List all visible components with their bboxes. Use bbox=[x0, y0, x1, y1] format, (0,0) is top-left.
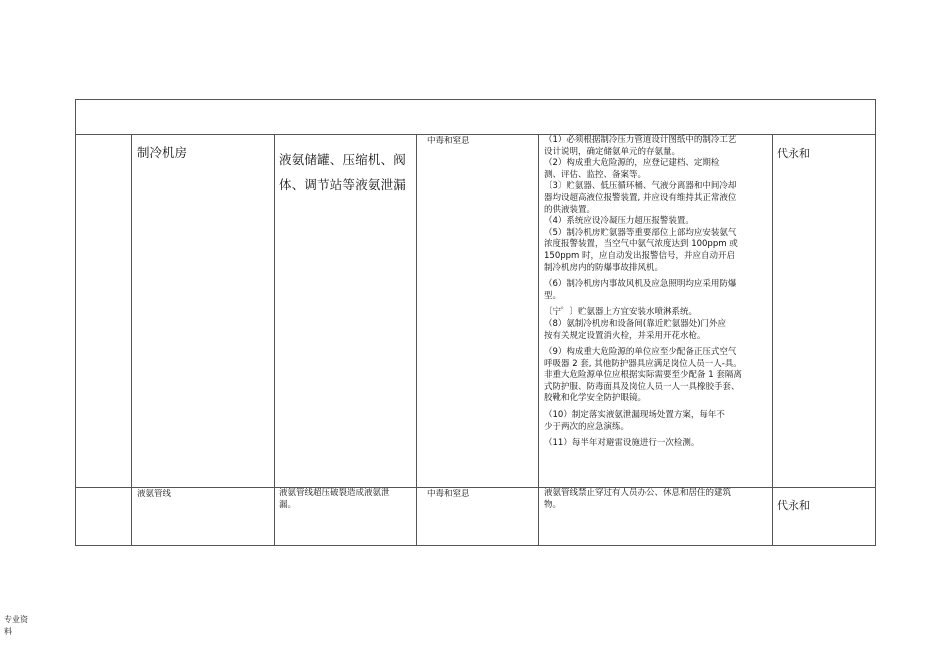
row1-area-cell bbox=[137, 144, 271, 162]
col-divider-4 bbox=[538, 134, 539, 546]
footer-note bbox=[4, 614, 34, 638]
footer-line: 料 bbox=[4, 627, 12, 636]
measure-line: （1）必须根据制冷压力管道设计图纸中的制冷工艺 bbox=[544, 135, 737, 145]
measure-line: 胶靴和化学安全防护眼镜。 bbox=[544, 393, 647, 404]
measure-line: 呼吸器 2 套, 其他防护器具应满足岗位人员一人-具。 bbox=[544, 358, 742, 369]
measure-item bbox=[544, 279, 770, 302]
measure-line: （11）每半年对避雷设施进行一次检测。 bbox=[544, 438, 700, 449]
measure-line: （5）制冷机房贮氨器等重要部位上部均应安装氨气 bbox=[544, 227, 737, 238]
footer-line: 专业资 bbox=[4, 615, 28, 624]
measure-line: 物。 bbox=[544, 499, 562, 510]
row2-responsible-cell bbox=[777, 499, 872, 513]
measure-item bbox=[544, 438, 770, 450]
col-divider-5 bbox=[772, 134, 773, 546]
measure-item bbox=[544, 347, 770, 405]
row2-responsible: 代永和 bbox=[777, 499, 810, 512]
measure-item bbox=[544, 135, 770, 158]
row1-hazard-line: 液氨储罐、压缩机、阀 bbox=[279, 152, 407, 167]
row2-hazard-line: 漏。 bbox=[279, 499, 297, 510]
measure-line: 液氨管线禁止穿过有人员办公、休息和居住的建筑 bbox=[544, 488, 732, 498]
measure-item bbox=[544, 307, 770, 342]
row1-consequence: 中毒和窒息 bbox=[427, 136, 470, 146]
row2-consequence: 中毒和窒息 bbox=[427, 489, 470, 499]
measure-line: 测、评估、监控、备案等。 bbox=[544, 169, 647, 180]
measure-item bbox=[544, 228, 770, 274]
measure-line: 型。 bbox=[544, 290, 562, 301]
measure-item bbox=[544, 181, 770, 216]
measure-line: 少于两次的应急演练。 bbox=[544, 421, 630, 432]
row1-hazard-line: 体、调节站等液氨泄漏 bbox=[279, 177, 407, 192]
measure-line: （9）构成重大危险源的单位应至少配备正压式空气 bbox=[544, 347, 737, 358]
col-divider-2 bbox=[274, 134, 275, 546]
col-divider-1 bbox=[131, 134, 132, 546]
measure-line: 设计说明，确定储氨单元的存氨量。 bbox=[544, 146, 681, 157]
row2-area: 液氨管线 bbox=[137, 489, 172, 499]
measure-item bbox=[544, 158, 770, 181]
measure-line: 150ppm 时，应自动发出报警信号，并应自动开启 bbox=[544, 250, 735, 261]
row2-consequence-cell bbox=[427, 489, 537, 501]
row2-measures-cell bbox=[544, 488, 770, 511]
measure-line: （2）构成重大危险源的，应登记建档、定期检 bbox=[544, 158, 720, 169]
measure-line: （6）制冷机房内事故风机及应急照明均应采用防爆 bbox=[544, 279, 737, 290]
row2-hazard-cell bbox=[279, 488, 415, 511]
measure-item bbox=[544, 216, 770, 228]
measure-line: 的供液装置。 bbox=[544, 204, 596, 215]
measure-line: （8）氨制冷机房和设备间(靠近贮氨器处)门外应 bbox=[544, 318, 727, 329]
measure-line: 〔3〕贮氨器、低压循环桶、气液分离器和中间冷却 bbox=[544, 181, 737, 192]
row2-area-cell bbox=[137, 489, 271, 501]
measure-line: （10）制定落实液氨泄漏现场处置方案，每年不 bbox=[544, 410, 725, 421]
measure-line: 式防护服、防毒面具及岗位人员一人一具橡胶手套、 bbox=[544, 381, 740, 392]
row1-area: 制冷机房 bbox=[137, 145, 188, 160]
measure-line: 按有关规定设置消火栓，并采用开花水枪。 bbox=[544, 330, 706, 341]
row1-responsible: 代永和 bbox=[777, 147, 810, 160]
row1-consequence-cell bbox=[427, 136, 537, 148]
measure-line: 非重大危险源单位应根据实际需要至少配备 1 套隔离 bbox=[544, 370, 742, 381]
col-divider-3 bbox=[416, 134, 417, 546]
measure-item bbox=[544, 410, 770, 433]
row1-measures-cell bbox=[544, 135, 770, 450]
measure-line: 浓度报警装置，当空气中氨气浓度达到 100ppm 或 bbox=[544, 239, 738, 250]
row1-responsible-cell bbox=[777, 147, 872, 161]
measure-line: 〔宁゜〕贮氨器上方宜安装水喷淋系统。 bbox=[544, 307, 698, 318]
measure-line: （4）系统应设冷凝压力超压报警装置。 bbox=[544, 216, 694, 227]
measure-line: 制冷机房内的防爆事故排风机。 bbox=[544, 262, 664, 273]
row1-hazard-cell bbox=[279, 147, 415, 197]
measure-line: 器均设超高液位报警装置, 并应设有维持其正常液位 bbox=[544, 192, 737, 203]
row2-hazard-line: 液氨管线超压破裂造成液氨泄 bbox=[279, 488, 390, 498]
